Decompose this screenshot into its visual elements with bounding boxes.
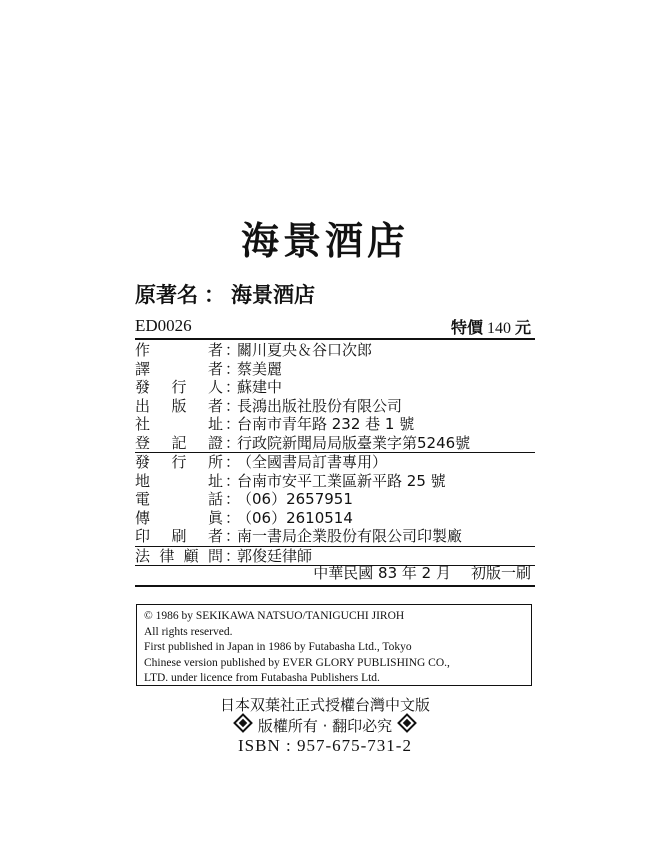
credit-row: [135, 397, 535, 416]
credit-colon: ：: [225, 546, 241, 565]
credit-value: 台南市安平工業區新平路 25 號: [237, 471, 446, 490]
rights-notice: [0, 716, 650, 736]
credit-colon: ：: [225, 471, 241, 490]
copyright-line: LTD. under licence from Futabasha Publishers Ltd.: [144, 672, 380, 684]
credit-label: 出 版 者: [135, 396, 223, 415]
credit-row: [135, 453, 535, 472]
license-notice: 日本双葉社正式授權台灣中文版: [219, 696, 430, 714]
credit-label: 電 話: [135, 490, 223, 508]
credit-label: 地 址: [135, 471, 223, 490]
diamond-left-icon: [233, 713, 253, 733]
credit-value: 長鴻出版社股份有限公司: [237, 396, 403, 415]
credit-colon: ：: [225, 341, 241, 359]
catalog-code: ED0026: [135, 316, 192, 335]
code-price-row: [135, 314, 535, 340]
copyright-box: [136, 604, 532, 686]
credit-value: （06）2657951: [237, 490, 353, 508]
price-amount: 140: [486, 320, 511, 337]
edition: 初版一刷: [470, 564, 531, 582]
copyright-line: First published in Japan in 1986 by Futabasha Ltd., Tokyo: [144, 641, 412, 653]
copyright-line: Chinese version published by EVER GLORY PUBLISHING CO.,: [144, 656, 450, 669]
credit-row: [135, 509, 535, 528]
credit-colon: ：: [225, 378, 241, 396]
credit-value: 關川夏央＆谷口次郎: [237, 341, 373, 359]
credit-value: 台南市青年路 232 巷 1 號: [237, 415, 415, 433]
book-title: 海景酒店: [240, 219, 409, 263]
credit-label: 印 刷 者: [135, 527, 223, 545]
credit-colon: ：: [225, 415, 241, 433]
credit-label: 法 律 顧 問: [135, 546, 223, 565]
isbn: ISBN : 957-675-731-2: [238, 736, 412, 755]
credit-colon: ：: [225, 453, 241, 471]
credit-row: [135, 434, 535, 454]
price: [451, 315, 531, 338]
copyright-line: © 1986 by SEKIKAWA NATSUO/TANIGUCHI JIROH: [144, 610, 405, 622]
credit-value: 郭俊廷律師: [237, 546, 313, 565]
credit-value: 蔡美麗: [237, 359, 283, 378]
rights-text: 版權所有 · 翻印必究: [257, 717, 393, 735]
credit-row: [135, 527, 535, 547]
credit-label: 發 行 所: [135, 453, 223, 471]
credit-row: [135, 341, 535, 360]
price-unit: 元: [514, 318, 531, 337]
price-label: 特價: [450, 318, 483, 337]
copyright-line: All rights reserved.: [144, 625, 233, 638]
credit-value: （全國書局訂書專用）: [237, 453, 388, 471]
credit-label: 登 記 證: [135, 433, 223, 452]
credit-colon: ：: [225, 359, 241, 378]
credit-colon: ：: [225, 433, 241, 452]
publish-date: 中華民國 83 年 2 月: [313, 564, 451, 582]
credit-label: 發 行 人: [135, 378, 223, 396]
credit-row: [135, 378, 535, 397]
credit-label: 傳 眞: [135, 508, 223, 527]
credit-value: 行政院新聞局局版臺業字第5246號: [237, 433, 471, 452]
credit-value: 南一書局企業股份有限公司印製廠: [237, 527, 463, 545]
original-title-colon: ：: [204, 283, 225, 307]
credit-row: [135, 360, 535, 379]
credits-list: [135, 341, 535, 566]
credit-value: （06）2610514: [237, 508, 353, 527]
publish-date-row: [135, 563, 535, 587]
original-title: [135, 281, 315, 309]
original-title-value: 海景酒店: [231, 283, 315, 307]
credit-colon: ：: [225, 396, 241, 415]
credit-label: 社 址: [135, 415, 223, 433]
credit-row: [135, 490, 535, 509]
credit-colon: ：: [225, 508, 241, 527]
credit-value: 蘇建中: [237, 378, 283, 396]
credit-row: [135, 415, 535, 434]
credit-label: 譯 者: [135, 359, 223, 378]
credit-label: 作 者: [135, 341, 223, 359]
diamond-right-icon: [397, 713, 417, 733]
credit-row: [135, 472, 535, 491]
credit-colon: ：: [225, 490, 241, 508]
original-title-label: 原著名: [135, 283, 198, 307]
credit-colon: ：: [225, 527, 241, 545]
